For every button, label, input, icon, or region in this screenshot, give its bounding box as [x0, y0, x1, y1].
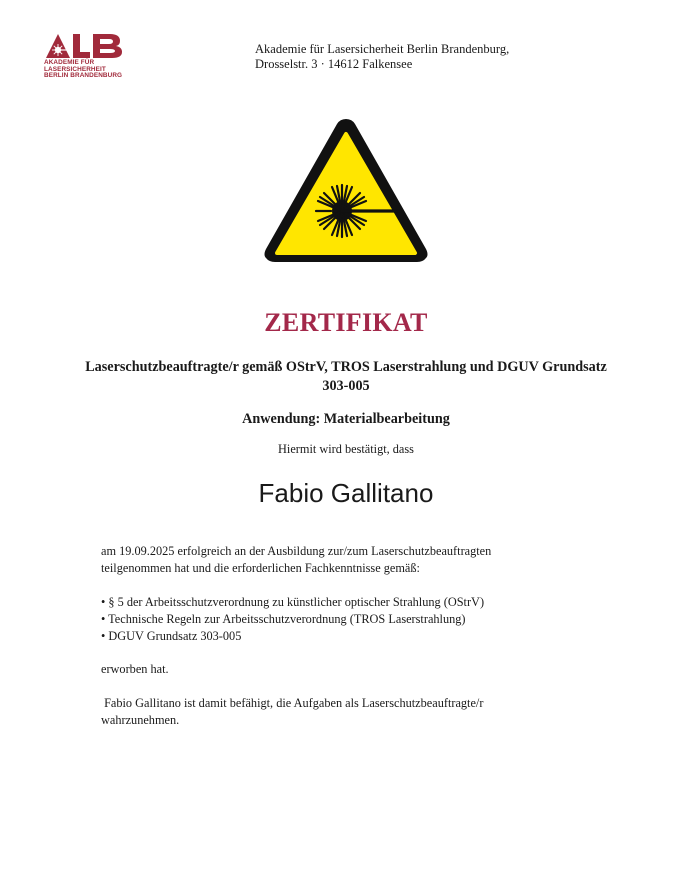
- intro-line: teilgenommen hat und die erforderlichen Fachkenntnisse gemäß:: [101, 561, 420, 575]
- closing-line: wahrzunehmen.: [101, 713, 180, 727]
- logo-subtitle: [44, 60, 122, 80]
- alb-logo: [44, 33, 126, 85]
- logo-line: AKADEMIE FÜR: [44, 59, 95, 66]
- logo-line: BERLIN BRANDENBURG: [44, 72, 123, 80]
- laser-warning-icon: [260, 113, 432, 265]
- academy-address: [255, 42, 509, 72]
- intro-line: am 19.09.2025 erfolgreich an der Ausbildung zur/zum Laserschutzbeauftragten: [101, 544, 492, 558]
- closing-paragraph: [101, 695, 601, 729]
- alb-logo-mark: [44, 33, 126, 59]
- qualification-list: [101, 594, 601, 645]
- intro-paragraph: [101, 543, 601, 577]
- certificate-subtitle: Laserschutzbeauftragte/r gemäß OStrV, TROS Laserstrahlung und DGUV Grundsatz 303-005: [85, 359, 607, 394]
- logo-line: LASERSICHERHEIT: [44, 65, 106, 73]
- closing-line: Fabio Gallitano ist damit befähigt, die Aufgaben als Laserschutzbeauftragte/r: [101, 696, 484, 710]
- acquired-text: erworben hat.: [101, 662, 169, 676]
- address-line: Akademie für Lasersicherheit Berlin Brandenburg,: [255, 42, 510, 56]
- certificate-title: ZERTIFIKAT: [264, 308, 428, 337]
- address-line: Drosselstr. 3 · 14612 Falkensee: [255, 57, 413, 71]
- list-item: • § 5 der Arbeitsschutzverordnung zu künstlicher optischer Strahlung (OStrV): [101, 595, 485, 609]
- application-field: Anwendung: Materialbearbeitung: [242, 411, 450, 427]
- list-item: • DGUV Grundsatz 303-005: [101, 629, 242, 643]
- confirmation-text: Hiermit wird bestätigt, dass: [278, 442, 414, 456]
- recipient-name: Fabio Gallitano: [258, 478, 434, 508]
- list-item: • Technische Regeln zur Arbeitsschutzverordnung (TROS Laserstrahlung): [101, 612, 466, 626]
